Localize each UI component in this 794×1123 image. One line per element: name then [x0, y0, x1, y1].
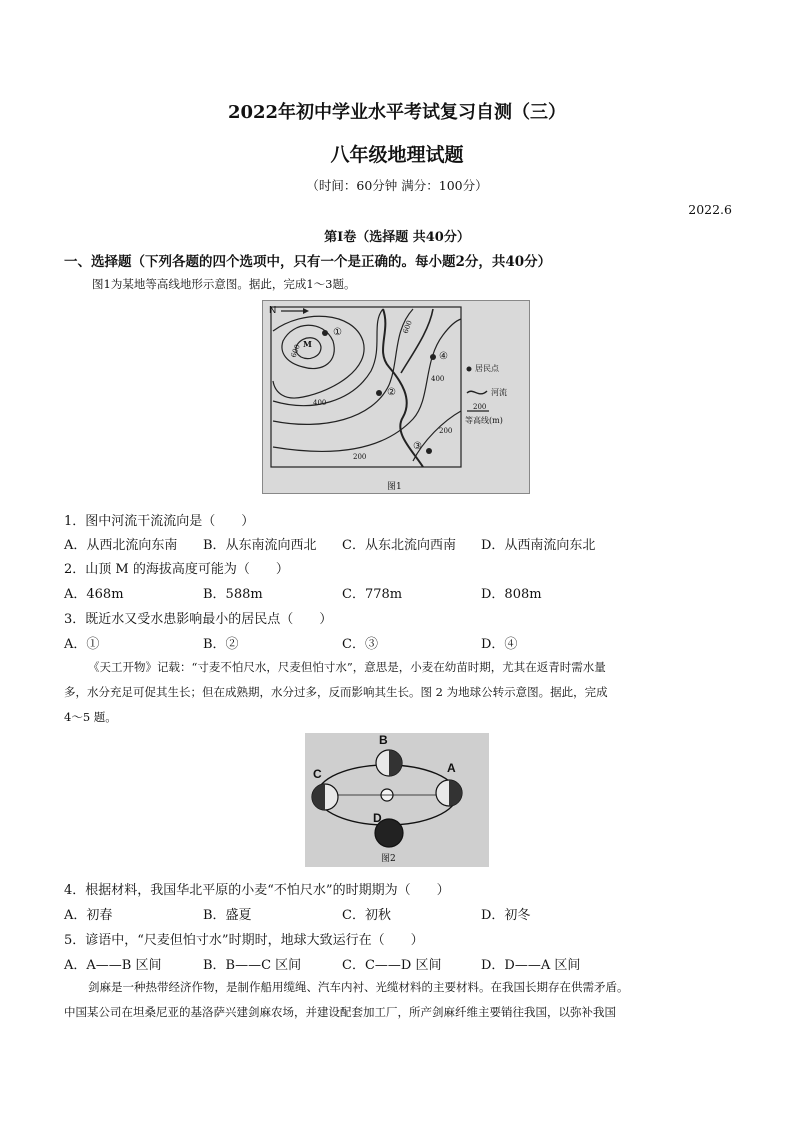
question-1: 1．图中河流干流流向是（ ）	[64, 514, 255, 529]
question-5-options	[64, 954, 580, 973]
q3-option-a[interactable]: A．①	[64, 637, 100, 652]
q2-option-c[interactable]: C．778m	[342, 587, 403, 602]
q5-option-b[interactable]: B．B——C 区间	[203, 958, 302, 973]
q2-option-a[interactable]: A．468m	[64, 587, 124, 602]
exam-info: （时间：60分钟 满分：100分）	[306, 178, 488, 193]
contour-map-drawing	[263, 301, 529, 493]
point-label-2: ②	[387, 387, 396, 398]
q5-option-c[interactable]: C．C——D 区间	[342, 958, 442, 973]
part-heading: 第Ⅰ卷（选择题 共40分）	[324, 230, 470, 245]
settlement-point-2	[376, 390, 382, 396]
q1-option-d[interactable]: D．从西南流向东北	[481, 538, 596, 553]
contour-label-600-a: 600	[289, 343, 302, 359]
question-3-options	[64, 633, 517, 652]
settlement-point-4	[430, 354, 436, 360]
point-label-4: ④	[439, 351, 448, 362]
legend-settlement: 居民点	[475, 364, 499, 373]
question-5: 5．谚语中，“尺麦但怕寸水”时期时，地球大致运行在（ ）	[64, 933, 424, 948]
exam-title: 2022年初中学业水平考试复习自测（三）	[227, 102, 567, 123]
question-1-options	[64, 534, 595, 553]
contour-label-400-a: 400	[313, 399, 327, 407]
section-heading: 一、选择题（下列各题的四个选项中，只有一个是正确的。每小题2分，共40分）	[64, 254, 552, 270]
q4-option-d[interactable]: D．初冬	[481, 908, 531, 923]
q1-option-a[interactable]: A．从西北流向东南	[64, 538, 178, 553]
point-label-1: ①	[333, 327, 342, 338]
contour-label-600-b: 600	[401, 319, 414, 335]
question-4-options	[64, 904, 530, 923]
settlement-point-1	[322, 330, 328, 336]
legend-contour-value: 200	[473, 403, 487, 411]
intro-fig1: 图1为某地等高线地形示意图。据此，完成1～3题。	[92, 277, 356, 291]
settlement-point-3	[426, 448, 432, 454]
peak-label: M	[303, 339, 312, 349]
orbit-label-b: B	[379, 733, 388, 747]
q5-option-d[interactable]: D．D——A 区间	[481, 958, 581, 973]
north-label: N	[269, 305, 277, 316]
figure-1-caption: 图1	[387, 482, 402, 492]
orbit-label-d: D	[373, 811, 382, 825]
q4-option-a[interactable]: A．初春	[64, 908, 113, 923]
q2-option-d[interactable]: D．808m	[481, 587, 542, 602]
q1-option-c[interactable]: C．从东北流向西南	[342, 538, 456, 553]
legend-contour: 等高线(m)	[465, 416, 503, 425]
question-4: 4．根据材料，我国华北平原的小麦“不怕尺水”的时期期为（ ）	[64, 883, 450, 898]
figure-2-orbit-diagram	[305, 733, 489, 867]
question-2-options	[64, 583, 542, 602]
passage-1-line-3: 4～5 题。	[64, 710, 117, 724]
legend-river: 河流	[491, 388, 507, 397]
passage-1-line-2: 多，水分充足可促其生长；但在成熟期，水分过多，反而影响其生长。图 2 为地球公转示意图。据此，完成	[64, 685, 608, 699]
contour-label-400-b: 400	[431, 375, 445, 383]
orbit-label-a: A	[447, 761, 456, 775]
q1-option-b[interactable]: B．从东南流向西北	[203, 538, 317, 553]
q3-option-b[interactable]: B．②	[203, 637, 239, 652]
point-label-3: ③	[413, 441, 422, 452]
passage-2-line-1: 剑麻是一种热带经济作物，是制作船用缆绳、汽车内衬、光缆材料的主要材料。在我国长期存在供需矛盾。	[88, 980, 629, 994]
q4-option-b[interactable]: B．盛夏	[203, 908, 252, 923]
q5-option-a[interactable]: A．A——B 区间	[64, 958, 162, 973]
contour-label-200-a: 200	[353, 453, 367, 461]
exam-subtitle: 八年级地理试题	[330, 144, 464, 166]
contour-label-200-b: 200	[439, 427, 453, 435]
question-3: 3．既近水又受水患影响最小的居民点（ ）	[64, 612, 333, 627]
question-2: 2．山顶 M 的海拔高度可能为（ ）	[64, 562, 289, 577]
q3-option-d[interactable]: D．④	[481, 637, 518, 652]
figure-1-contour-map	[262, 300, 530, 494]
q3-option-c[interactable]: C．③	[342, 637, 378, 652]
orbit-drawing	[305, 733, 489, 867]
figure-2-caption: 图2	[381, 854, 396, 864]
q2-option-b[interactable]: B．588m	[203, 587, 263, 602]
passage-1-line-1: 《天工开物》记载：“寸麦不怕尺水，尺麦但怕寸水”，意思是，小麦在幼苗时期，尤其在返青时需水量	[88, 660, 606, 674]
exam-date: 2022.6	[688, 202, 732, 217]
q4-option-c[interactable]: C．初秋	[342, 908, 391, 923]
orbit-label-c: C	[313, 767, 322, 781]
passage-2-line-2: 中国某公司在坦桑尼亚的基洛萨兴建剑麻农场，并建设配套加工厂，所产剑麻纤维主要销往我国，以弥补我国	[64, 1005, 616, 1019]
